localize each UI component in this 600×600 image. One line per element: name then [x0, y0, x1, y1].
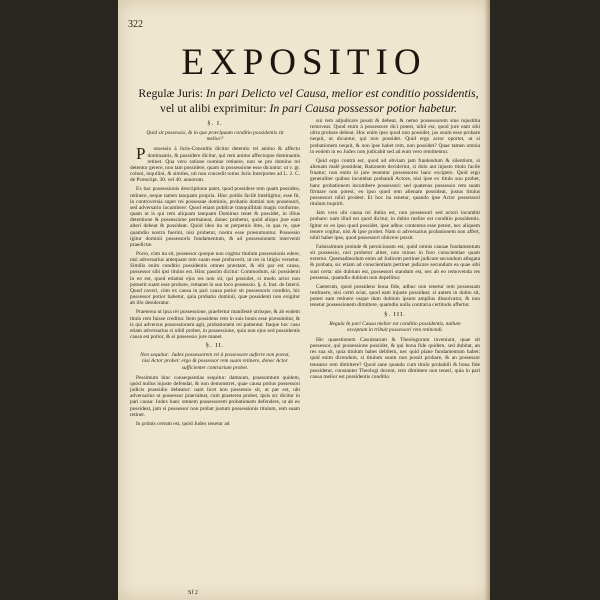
- paragraph: Praeterea ut ipsa rei possessione, praefertur manifestè utrisque, & ab eodem titulo rem fuisse creditur. Item possidens rem in suis bonis esse præsumitur, & is qui adversus possessionem agit, probationem rei patientur. Itaque hoc casu etiam adversarius si nihil probet, in possessione, quia non ejus sed possidentis causa est potior, & ei possessio jure manet.: [130, 309, 300, 340]
- paragraph: Jam vero ubi causa rei dubia est, non possessori sed actori incumbit probare: nam illud est quod dicitur, in dubio melior est conditio possidentis. Igitur ex eo ipso quod possidet, ipse adhuc contentus esse potest, nec aliquem tenere cogitur, nisi & ipse probet. Nam si adversarius probationem non affert, nihil habet ipse, quod possessori obiicere possit.: [310, 210, 480, 241]
- paragraph: Porro, cùm ita sit, possessor quoque non cogitur titulum possessionis edere, nisi adversarius antequam rem suam esse probaverit, ut res in litigio versetur. Similis enim conditio possidentis omnes præstant, & ubi par est causa, possessor sibi ipsi titulus est. Hinc passim dicitur: Commodum, sic possidenti in eo est, quod etiamsi ejus res non sit, qui possidet, si modo actor non potuerit suam esse probare, remanet in suo loco possessio. §. 4. Inst. de Interd. Quod caveri, cùm ex causa in pari causa potior sit possessoris conditio, hic possessor potior habetur, quia probatio dominii, quæ possidenti non exigitur ab illo desideratur.: [130, 250, 300, 307]
- left-column: [130, 118, 300, 588]
- subtitle-line-1: [136, 86, 481, 100]
- paragraph: Quid ergo contrà est, quod ad obviam jam fundendum & silentium, si alienam malè possideat, Rationem deciderint, si dolo aut injusto titulo facile fruatur; non enim in jure tenentur possessores hanc excipere. Quid ergo generaliter quibus incumbat probandi Actore, nisi ipse ex titulo suo probet, hanc probationem incumbere possessori: sed quatenus possessio rem suam firmare non potest, eo ipso quod rem alienam possideat, justus titulus possessori nihil prodest. Et hoc ita tenetur, quando ipse Actor possessori titulum inquirit.: [310, 157, 480, 208]
- page-title: EXPOSITIO: [181, 42, 427, 83]
- paragraph: Hic quaestionem Casuistarum & Theologorum inveniunt, quae sit possessor, qui possessione possidet, & qui bona fide quidem, sed dubitat, an res sua sit, quia titulum habet debilem, nec quid plane fundamentum habet: quid enim dicendum, si titulum suum non possit probare, & an possessor teneatur rem dimittere? Quod sane quando cum titulo probabili & bona fide possidetur, constanter Theologi docent, rem dimittere non teneri, quia in pari causa melior est possidentis conditio.: [310, 337, 480, 380]
- section-heading: §. I.: [207, 120, 223, 127]
- subtitle-line-2: [136, 101, 481, 115]
- section-heading: §. III.: [384, 310, 406, 318]
- subtitle-text-1: In pari Delicto vel Causa, melior est conditio possidentis,: [205, 86, 479, 100]
- paragraph: In primis certum est, quòd Judex tenetur ad: [136, 420, 230, 427]
- section-question: Quid sit possessio, & in quo præcipuum conditio possidentis sit melior?: [146, 130, 284, 143]
- subtitle-text-2: In pari Causa possessor potior habetur.: [269, 101, 457, 115]
- subtitle-lead-2: vel ut alibi exprimitur:: [160, 101, 267, 115]
- section-heading: §. II.: [205, 342, 225, 350]
- signature-mark: Sf 2: [188, 590, 198, 596]
- drop-capital: P: [136, 144, 146, 164]
- paragraph: Pessimum hinc consequentias sequitur: damnum, praesumtum quidem, quòd nullus injuste defendat, & non demonstret, quae causa potius possessori judicis praesidio debeatur: nam licet non possessio sit, ut par est, ubi adversarius ut possessor praevaleat, cum praeterea probet, ipsis sic dicitur in pari causa: Judex hanc omnem possessorem probationem defendere, ut ab eo possideat, jam si possessor non probat justum possessionis titulum, rem suam retinet.: [130, 374, 300, 418]
- section-question: Regula In pari Causa melior est conditio possidentis, nullum exceptum in tribuit possessori rem retinendi.: [329, 320, 461, 333]
- book-page: [118, 0, 490, 600]
- page-edge-shadow: [484, 0, 490, 600]
- section-question: Non sequitur: Judex possessorem rei à possessore auferre non potest, nisi Actor probet: ergo & possessor rem suam retinere, donec Actor sufficienter contrarium probet.: [140, 352, 290, 371]
- paragraph: Falsissimum proinde & perniciosum est, quòd omnis causae fundamentum sit possessio, nisi probetur aliter, non minus in foro conscientiae quam externo. Quemadmodum enim ad Judicem pertinet judicare secundum allegata & probata, sic etiam ad conscientiam pertinet judicare secundum ea quae sibi sunt certa: ubi dubium est, possessori standum est, nec ab eo removenda res possessa, quamdiu dubium non depellitur.: [310, 243, 480, 281]
- paragraph: [130, 146, 300, 183]
- right-column: [310, 118, 480, 588]
- page-number: 322: [128, 19, 143, 30]
- paragraph-text: ossessio à Juris-Consultis dicitur detentio rei animo & affectu dominantis, & possidere dicitur, qui rem animo affectuque dominantis retinet. Qua vero ratione nomine retinere, non se pro domino rei detentor gerere, non tam possidere, quam in possessione esse dicuntur: ut v. gr. coloni, inquilini, & similes, uti non concedit totius Juris Interpretes ad L. 2. C. de Præscript. 30. vel 40. annorum.: [130, 146, 300, 184]
- subtitle-lead-1: Regulæ Juris:: [138, 86, 203, 100]
- paragraph: Caeterum, quod possidens bona fide, adhuc non tenetur rem possessam restituere, nisi certò sciat, quod eam injuste possideat; si autem in dubio sit, potest eam retinere usque dum dubium ipsum amplius dissolvatur, & non tenetur possessionem dimittere, quamdiu nulla contraria certitudo affertur.: [310, 283, 480, 309]
- paragraph: Ex hac possessionis descriptione patet, quod possidere rem quam possideo, retinere, neque tamen tanquam propria. Hinc potiùs facilè intelligitur, esse fit, in controversia super rei possessae dominio, probatio domini non possessori, sed adversario incumbere: Quod etiam publicæ tranquillitati magis conforme, quam ut is qui rem aliquam tanquam Dominus tenet & possidet, in illius detentione & possessione permaneat, donec probetur, quòd aliquo jure eam alteri debeat & possideat. Quòd ideo ita ut perpetuis lites, in qua re, quæ quamdiu nostra fuerint, nisi probetur, nostra esse præsumuntur. Possessio igitur dominii possessoris fundamentum, & ad possessionem intervenit praedictæ.: [130, 186, 300, 248]
- paragraph: sui rem adjudicare possit & debeat, & nemo possessorem sine injustitia removeat. Quod enim à possessore dici potest, nihil est, quod jure eam sibi ultra probare debeat. Hoc enim ipso quod non possidet, jus suum esse probare nequit, ut dicuntur, qui non possidet. Quid ergo actor oportet, ut si probationem nequit, & non ipse habet rem, non possidet? Quae tamen omnia in eodem in eo Judex non judicabit sed ad eum vero remittentur.: [310, 118, 480, 155]
